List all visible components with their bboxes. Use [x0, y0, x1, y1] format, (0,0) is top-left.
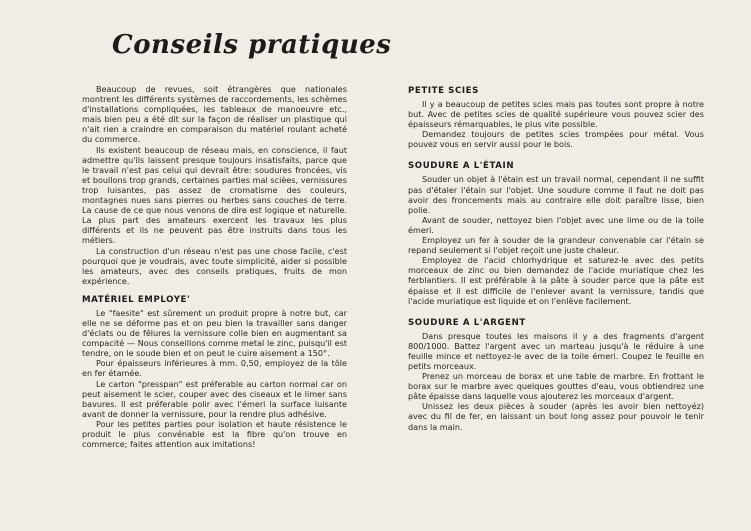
- petite-scies-paragraph: Il y a beaucoup de petites scies mais pas toutes sont propre à notre but. Avec de petites scies de qualité supérieure vous pouvez scier des épaisseurs rémarquables, le plus vite possible.: [408, 99, 704, 130]
- section-heading-soudure-etain: SOUDURE A L'ÉTAIN: [408, 161, 515, 172]
- intro-paragraph: Beaucoup de revues, soit étrangères que nationales montrent les différents systèmes de raccordements, les schèmes d'installations compliquées, les tableaux de manoeuvre etc., mais bien peu a été dit sur la façon de réaliser un plastique qui n'ait rien a craindre en comparaison du matériel roulant acheté du commerce.: [82, 84, 347, 145]
- page-title: Conseils pratiques: [112, 30, 392, 60]
- materiel-paragraph: Le "faesite" est sûrement un produit propre à notre but, car elle ne se déforme pas et on peu bien la travailler sans danger d'éclats ou de fêlures la vernissure colle bien en augmentant sa compacité — Nous conseillons comme metal le zinc, puisqu'il est tendre, on le soude bien et on peut le cuire aisement a 150°.: [82, 307, 347, 359]
- intro-paragraph: Ils existent beaucoup de réseau mais, en conscience, il faut admettre qu'ils laissent presque toujours insatisfaits, parce que le travail n'est pas celui qui devrait être: soudures froncées, vis et boullons trop grands, certaines parties mal scièes, vernissures trop luisantes, pas assez de cromatisme des couleurs, montagnes nues sans pierres ou herbes sans couches de terre. La cause de ce que nous venons de dire est logique et naturelle. La plus part des amateurs exercent les travaux les plus différents et ils ne peuvent pas être instruits dans tous les métiers.: [82, 144, 347, 246]
- soudure-argent-paragraph: Prenez un morceau de borax et une table de marbre. En frottant le borax sur le marbre avec quelques gouttes d'eau, vous obtiendrez une pâte épaisse dans laquelle vous ajouterez les morceaux d'argent.: [408, 371, 704, 402]
- section-heading-materiel: MATÉRIEL EMPLOYE': [82, 294, 191, 305]
- materiel-paragraph: Le carton "presspan" est préferable au carton normal car on peut aisement le scier, couper avec des ciseaux et le limer sans bavures. Il est préferable polir avec l'émeri la surface luisante avant de donner la vernissure, pour la rendre plus adhésive.: [82, 378, 347, 419]
- left-column: [82, 84, 347, 449]
- soudure-etain-paragraph: Avant de souder, nettoyez bien l'objet avec une lime ou de la toile émeri.: [408, 214, 704, 235]
- section-heading-soudure-argent: SOUDURE A L'ARGENT: [408, 317, 526, 328]
- soudure-argent-paragraph: Unissez les deux pièces à souder (après les avoir bien nettoyéz) avec du fil de fer, en laissant un bout long assez pour pouvoir le tenir dans la main.: [408, 401, 704, 432]
- materiel-paragraph: Pour les petites parties pour isolation et haute résistence le produit le plus convénable est la fibre qu'on trouve en commerce; faites attention aux imitations!: [82, 418, 347, 450]
- soudure-etain-paragraph: Employez un fer à souder de la grandeur convenable car l'étain se repand seulement si l'objet reçoit une juste chaleur.: [408, 235, 704, 256]
- materiel-paragraph: Pour épaisseurs inférieures à mm. 0,50, employez de la tôle en fer étamée.: [82, 358, 347, 379]
- soudure-argent-paragraph: Dans presque toutes les maisons il y a des fragments d'argent 800/1000. Battez l'argent avec un marteau jusqu'à le réduire à une feuille mince et nettoyez-le avec de la toile émeri. Coupez le feuille en petits morceaux.: [408, 330, 704, 371]
- soudure-etain-paragraph: Employez de l'acid chlorhydrique et saturez-le avec des petits morceaux de zinc ou bien demandez de l'acide muriatique chez les ferblantiers. Il est préférable à la pâte à souder parce que la pâte est épaisse et il est difficile de l'enlever avant la vernissure, tandis que l'acide muriatique est liquide et on l'enlève facilement.: [408, 255, 704, 306]
- petite-scies-paragraph: Demandez toujours de petites scies trompées pour métal. Vous pouvez vous en servir aussi pour le bois.: [408, 129, 704, 150]
- section-heading-petite-scies: PETITE SCIES: [408, 86, 479, 96]
- intro-paragraph: La construction d'un réseau n'est pas une chose facile, c'est pourquoi que je voudrais, avec toute simplicité, aider si possible les amateurs, avec des conseils pratiques, fruits de mon expérience.: [82, 245, 347, 286]
- soudure-etain-paragraph: Souder un objet à l'étain est un travail normal, cependant il ne suffit pas d'étaler l'étain sur l'objet. Une soudure comme il faut ne doit pas avoir des froncements mais au contraire elle doit paraître lisse, bien polie.: [408, 174, 704, 215]
- right-column: [408, 86, 704, 432]
